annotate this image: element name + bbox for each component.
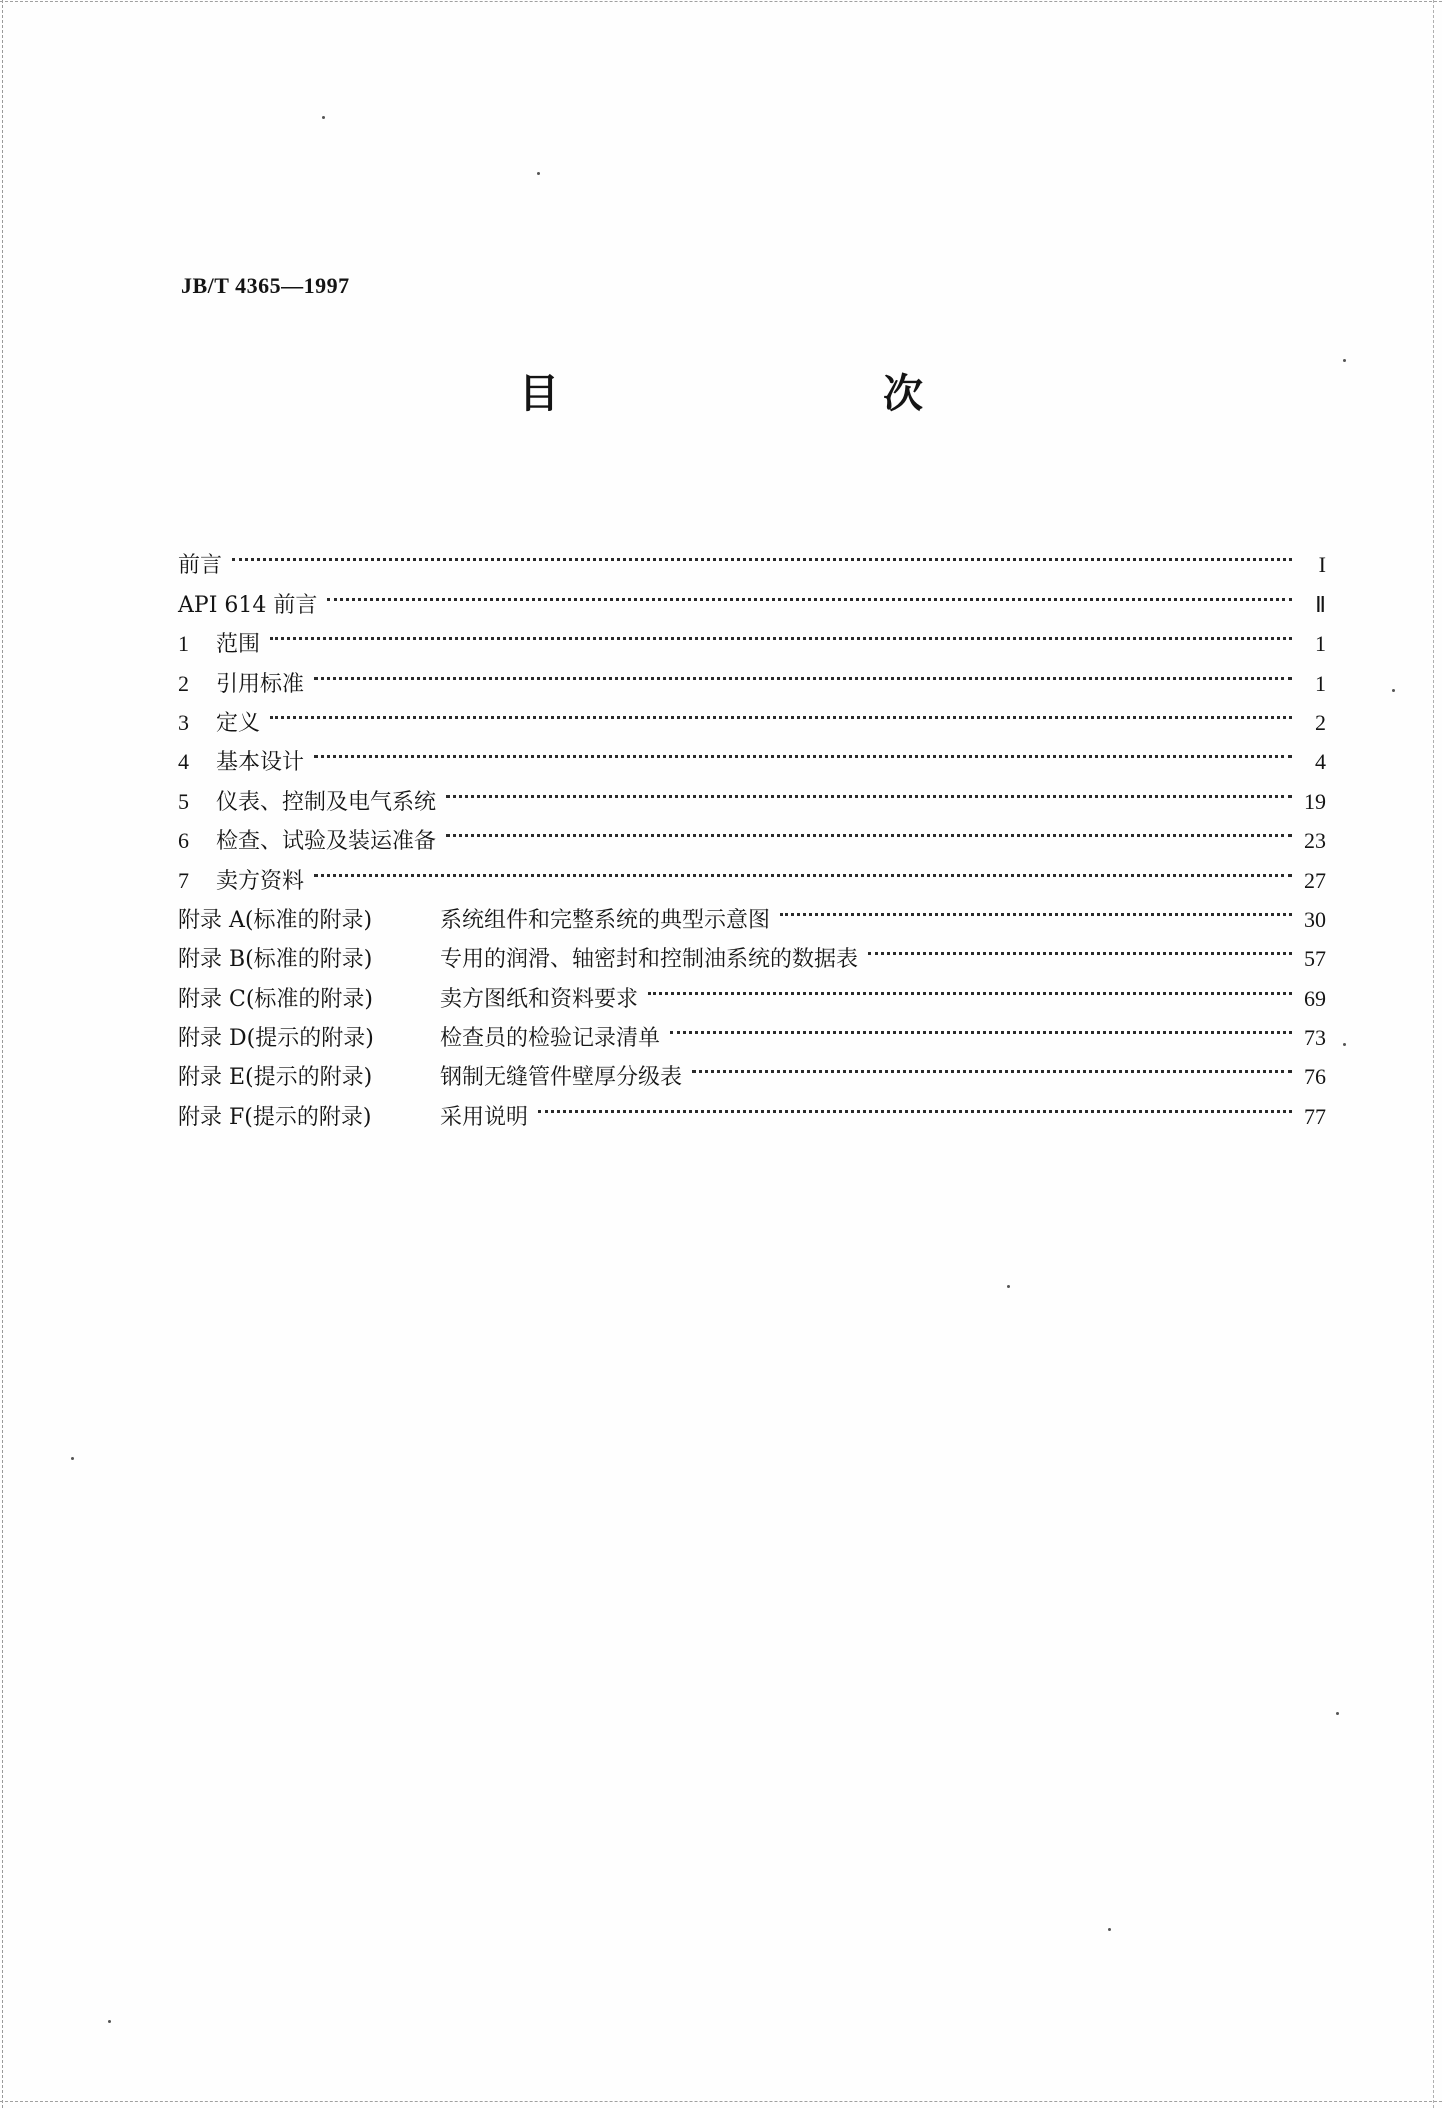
- toc-entry-category: 附录 C(标准的附录): [178, 986, 373, 1012]
- toc-entry-page-number: 23: [1304, 828, 1326, 854]
- toc-entry-category: 附录 E(提示的附录): [178, 1065, 373, 1091]
- toc-title: 目 次: [519, 371, 1033, 417]
- toc-entry[interactable]: [178, 730, 1326, 776]
- toc-entry-title: 专用的润滑、轴密封和控制油系统的数据表: [440, 947, 859, 973]
- toc-entry-title: 检查、试验及装运准备: [216, 829, 437, 855]
- toc-dot-leader: [648, 966, 1292, 1005]
- toc-entry-number: 2: [178, 670, 189, 696]
- toc-entry-label-group: [178, 742, 304, 782]
- toc-entry-title: 定义: [216, 710, 261, 736]
- toc-entry-title: 卖方图纸和资料要求: [440, 986, 639, 1012]
- toc-entry-page-number: 1: [1315, 670, 1326, 696]
- toc-dot-leader: [270, 612, 1292, 651]
- toc-entry-number: 4: [178, 749, 189, 775]
- toc-dot-leader: [314, 730, 1292, 769]
- toc-entry-page-number: I: [1318, 552, 1326, 578]
- toc-entry-page-number: 76: [1304, 1064, 1326, 1090]
- toc-entry-title: 引用标准: [216, 671, 305, 697]
- toc-dot-leader: [670, 1006, 1292, 1045]
- toc-dot-leader: [780, 888, 1292, 927]
- toc-dot-leader: [538, 1084, 1292, 1123]
- document-code: JB/T 4365—1997: [181, 273, 350, 298]
- toc-dot-leader: [270, 691, 1292, 730]
- toc-entry-label-group: [178, 546, 222, 585]
- toc-dot-leader: [232, 533, 1292, 572]
- toc-entry-title: 范围: [216, 632, 261, 658]
- toc-entry-label-group: [178, 782, 436, 822]
- toc-entry-number: 3: [178, 709, 189, 735]
- scan-speck: [1343, 1043, 1346, 1046]
- toc-entry-page-number: 57: [1304, 946, 1326, 972]
- toc-entry-page-number: 73: [1304, 1025, 1326, 1051]
- toc-entry-label-group: [178, 980, 638, 1019]
- toc-entry-page-number: 4: [1315, 749, 1326, 775]
- toc-entry-title: API 614 前言: [178, 592, 318, 618]
- scan-edge-left: [2, 0, 3, 2108]
- toc-entry-title: 仪表、控制及电气系统: [216, 789, 437, 815]
- toc-dot-leader: [692, 1045, 1292, 1084]
- toc-entry-page-number: 2: [1315, 709, 1326, 735]
- toc-entry-label-group: [178, 861, 304, 901]
- toc-entry-title: 检查员的检验记录清单: [440, 1026, 661, 1052]
- toc-entry[interactable]: [178, 769, 1326, 815]
- toc-entry-page-number: 30: [1304, 906, 1326, 932]
- toc-entry-label-group: [178, 901, 770, 940]
- toc-entry[interactable]: [178, 888, 1326, 933]
- scan-speck: [322, 116, 325, 119]
- scan-edge-top: [0, 1, 1442, 2]
- toc-entry-label-group: [178, 1019, 660, 1058]
- toc-entry[interactable]: [178, 848, 1326, 894]
- toc-entry-page-number: 77: [1304, 1103, 1326, 1129]
- toc-entry-page-number: 27: [1304, 867, 1326, 893]
- toc-dot-leader: [314, 848, 1292, 887]
- toc-entry-category: 附录 B(标准的附录): [178, 947, 373, 973]
- toc-entry-page-number: 69: [1304, 985, 1326, 1011]
- toc-entry-page-number: 1: [1315, 631, 1326, 657]
- toc-entry-label-group: [178, 624, 260, 664]
- toc-entry-category: 附录 D(提示的附录): [178, 1026, 374, 1052]
- scan-speck: [108, 2020, 111, 2023]
- toc-entry-category: 附录 A(标准的附录): [178, 907, 373, 933]
- toc-entry[interactable]: [178, 691, 1326, 736]
- scan-edge-right: [1433, 0, 1434, 2108]
- toc-dot-leader: [446, 769, 1292, 808]
- scan-speck: [1007, 1285, 1010, 1288]
- scan-speck: [537, 172, 540, 175]
- toc-entry-label-group: [178, 703, 260, 743]
- toc-entry[interactable]: [178, 572, 1326, 618]
- scan-speck: [1336, 1712, 1339, 1715]
- scan-speck: [1392, 689, 1395, 692]
- table-of-contents: [178, 533, 1326, 1130]
- toc-dot-leader: [868, 927, 1292, 966]
- toc-entry-label-group: [178, 1098, 528, 1137]
- toc-dot-leader: [327, 572, 1292, 611]
- toc-entry-number: 7: [178, 867, 189, 893]
- toc-entry[interactable]: [178, 651, 1326, 697]
- toc-entry-category: 附录 F(提示的附录): [178, 1104, 372, 1130]
- toc-entry-title: 基本设计: [216, 750, 305, 776]
- toc-entry-title: 前言: [178, 553, 223, 579]
- scan-edge-bottom: [0, 2101, 1442, 2102]
- scan-speck: [71, 1457, 74, 1460]
- toc-entry-title: 采用说明: [440, 1104, 529, 1130]
- scan-speck: [1108, 1928, 1111, 1931]
- toc-dot-leader: [314, 651, 1292, 690]
- toc-entry-number: 5: [178, 788, 189, 814]
- toc-entry[interactable]: [178, 612, 1326, 658]
- toc-entry-number: 6: [178, 828, 189, 854]
- toc-dot-leader: [446, 809, 1292, 848]
- toc-entry-title: 卖方资料: [216, 868, 305, 894]
- toc-entry[interactable]: [178, 533, 1326, 579]
- toc-entry-title: 钢制无缝管件壁厚分级表: [440, 1065, 683, 1091]
- toc-entry-page-number: Ⅱ: [1315, 591, 1326, 617]
- toc-entry-page-number: 19: [1304, 788, 1326, 814]
- toc-entry-title: 系统组件和完整系统的典型示意图: [440, 907, 771, 933]
- toc-entry-number: 1: [178, 631, 189, 657]
